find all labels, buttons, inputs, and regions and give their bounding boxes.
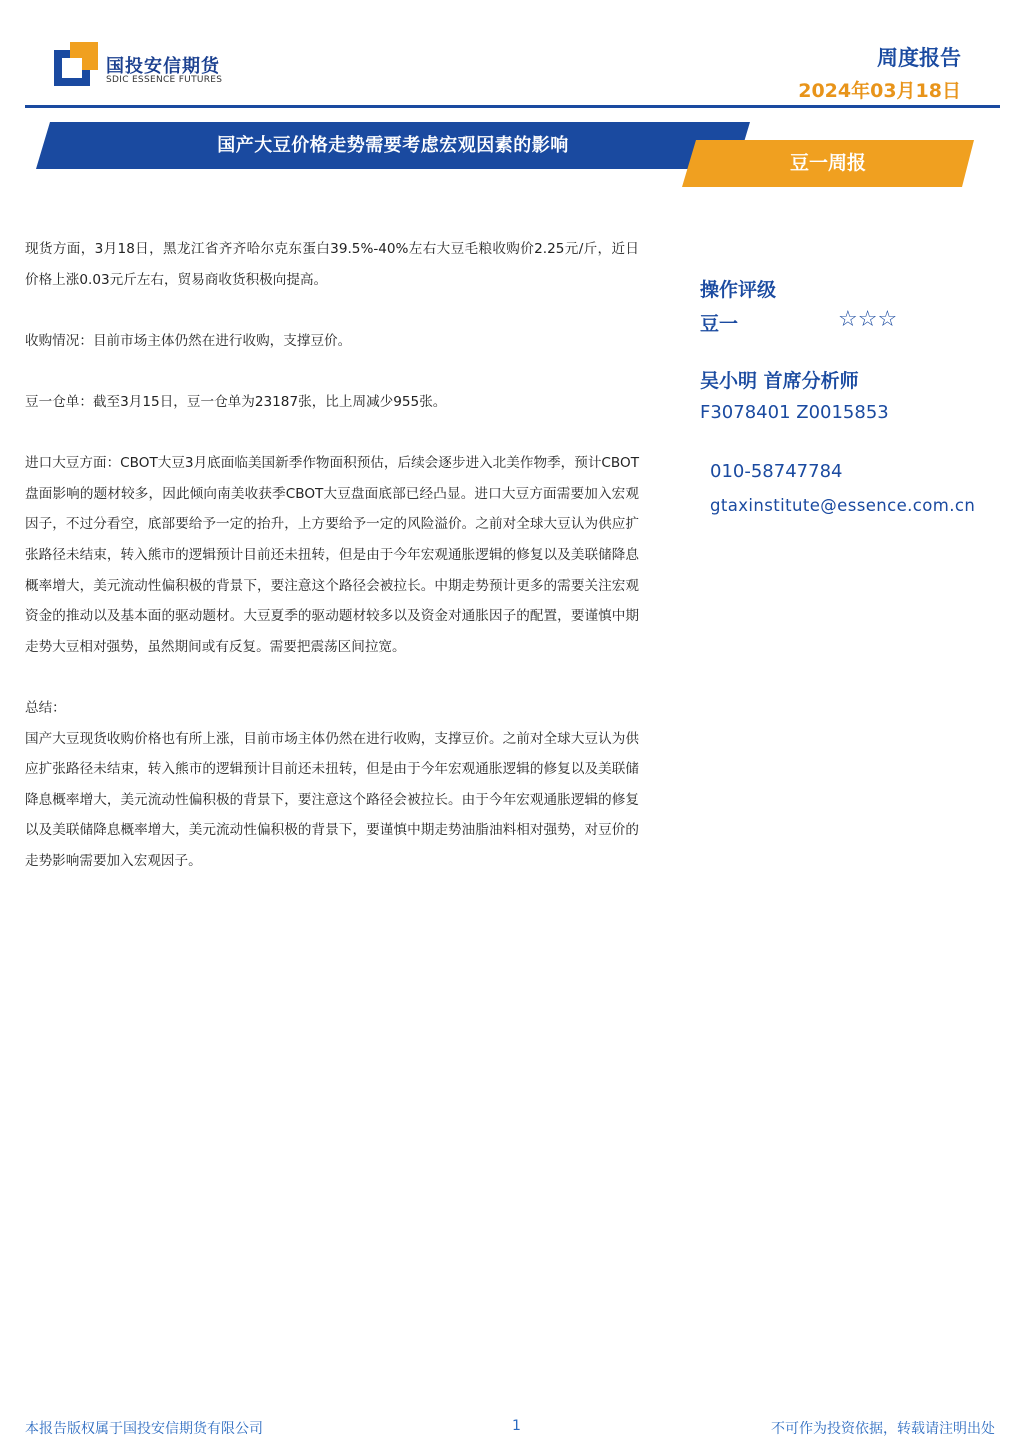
logo-cn-text: 国投安信期货 (106, 56, 220, 77)
rating-title: 操作评级 (700, 279, 777, 301)
paragraph-spot: 现货方面，3月18日，黑龙江省齐齐哈尔克东蛋白39.5%-40%左右大豆毛粮收购价2.25元/斤，近日价格上涨0.03元斤左右，贸易商收货积极向提高。 (25, 241, 639, 288)
report-type: 周度报告 (877, 46, 961, 70)
report-body (25, 234, 639, 907)
title-banner (36, 122, 750, 169)
company-logo (54, 42, 234, 92)
report-date: 2024年03月18日 (798, 80, 961, 102)
footer-disclaimer: 不可作为投资依据，转载请注明出处 (771, 1421, 995, 1437)
report-title: 国产大豆价格走势需要考虑宏观因素的影响 (217, 135, 569, 156)
report-tag: 豆一周报 (789, 152, 866, 174)
summary-label: 总结： (25, 699, 66, 716)
analyst-name: 吴小明 首席分析师 (700, 370, 859, 392)
analyst-license: F3078401 Z0015853 (700, 402, 889, 423)
tag-banner (682, 140, 974, 187)
page-number: 1 (512, 1418, 521, 1434)
logo-mark-icon (54, 42, 98, 86)
rating-stars-icon: ☆☆☆ (838, 307, 898, 332)
header-divider (25, 105, 1000, 108)
rating-product: 豆一 (700, 313, 739, 335)
paragraph-warehouse: 豆一仓单：截至3月15日，豆一仓单为23187张，比上周减少955张。 (25, 393, 447, 410)
paragraph-purchase: 收购情况：目前市场主体仍然在进行收购，支撑豆价。 (25, 332, 352, 349)
contact-email: gtaxinstitute@essence.com.cn (710, 496, 976, 515)
contact-phone: 010-58747784 (710, 461, 843, 482)
paragraph-import: 进口大豆方面：CBOT大豆3月底面临美国新季作物面积预估，后续会逐步进入北美作物季，预计CBOT盘面影响的题材较多，因此倾向南美收获季CBOT大豆盘面底部已经凸显。进口大豆方面需要加入宏观因子，不过分看空，底部要给予一定的抬升，上方要给予一定的风险溢价。之前对全球大豆认为供应扩张路径未结束，转入熊市的逻辑预计目前还未扭转，但是由于今年宏观通胀逻辑的修复以及美联储降息概率增大，美元流动性偏积极的背景下，要注意这个路径会被拉长。中期走势预计更多的需要关注宏观资金的推动以及基本面的驱动题材。大豆夏季的驱动题材较多以及资金对通胀因子的配置，要谨慎中期走势大豆相对强势，虽然期间或有反复。需要把震荡区间拉宽。 (25, 455, 639, 655)
logo-en-text: SDIC ESSENCE FUTURES (106, 75, 223, 85)
footer-copyright: 本报告版权属于国投安信期货有限公司 (25, 1421, 263, 1437)
paragraph-summary: 国产大豆现货收购价格也有所上涨，目前市场主体仍然在进行收购，支撑豆价。之前对全球大豆认为供应扩张路径未结束，转入熊市的逻辑预计目前还未扭转，但是由于今年宏观通胀逻辑的修复以及美联储降息概率增大，美元流动性偏积极的背景下，要注意这个路径会被拉长。由于今年宏观通胀逻辑的修复以及美联储降息概率增大，美元流动性偏积极的背景下，要谨慎中期走势油脂油料相对强势，对豆价的走势影响需要加入宏观因子。 (25, 730, 639, 869)
